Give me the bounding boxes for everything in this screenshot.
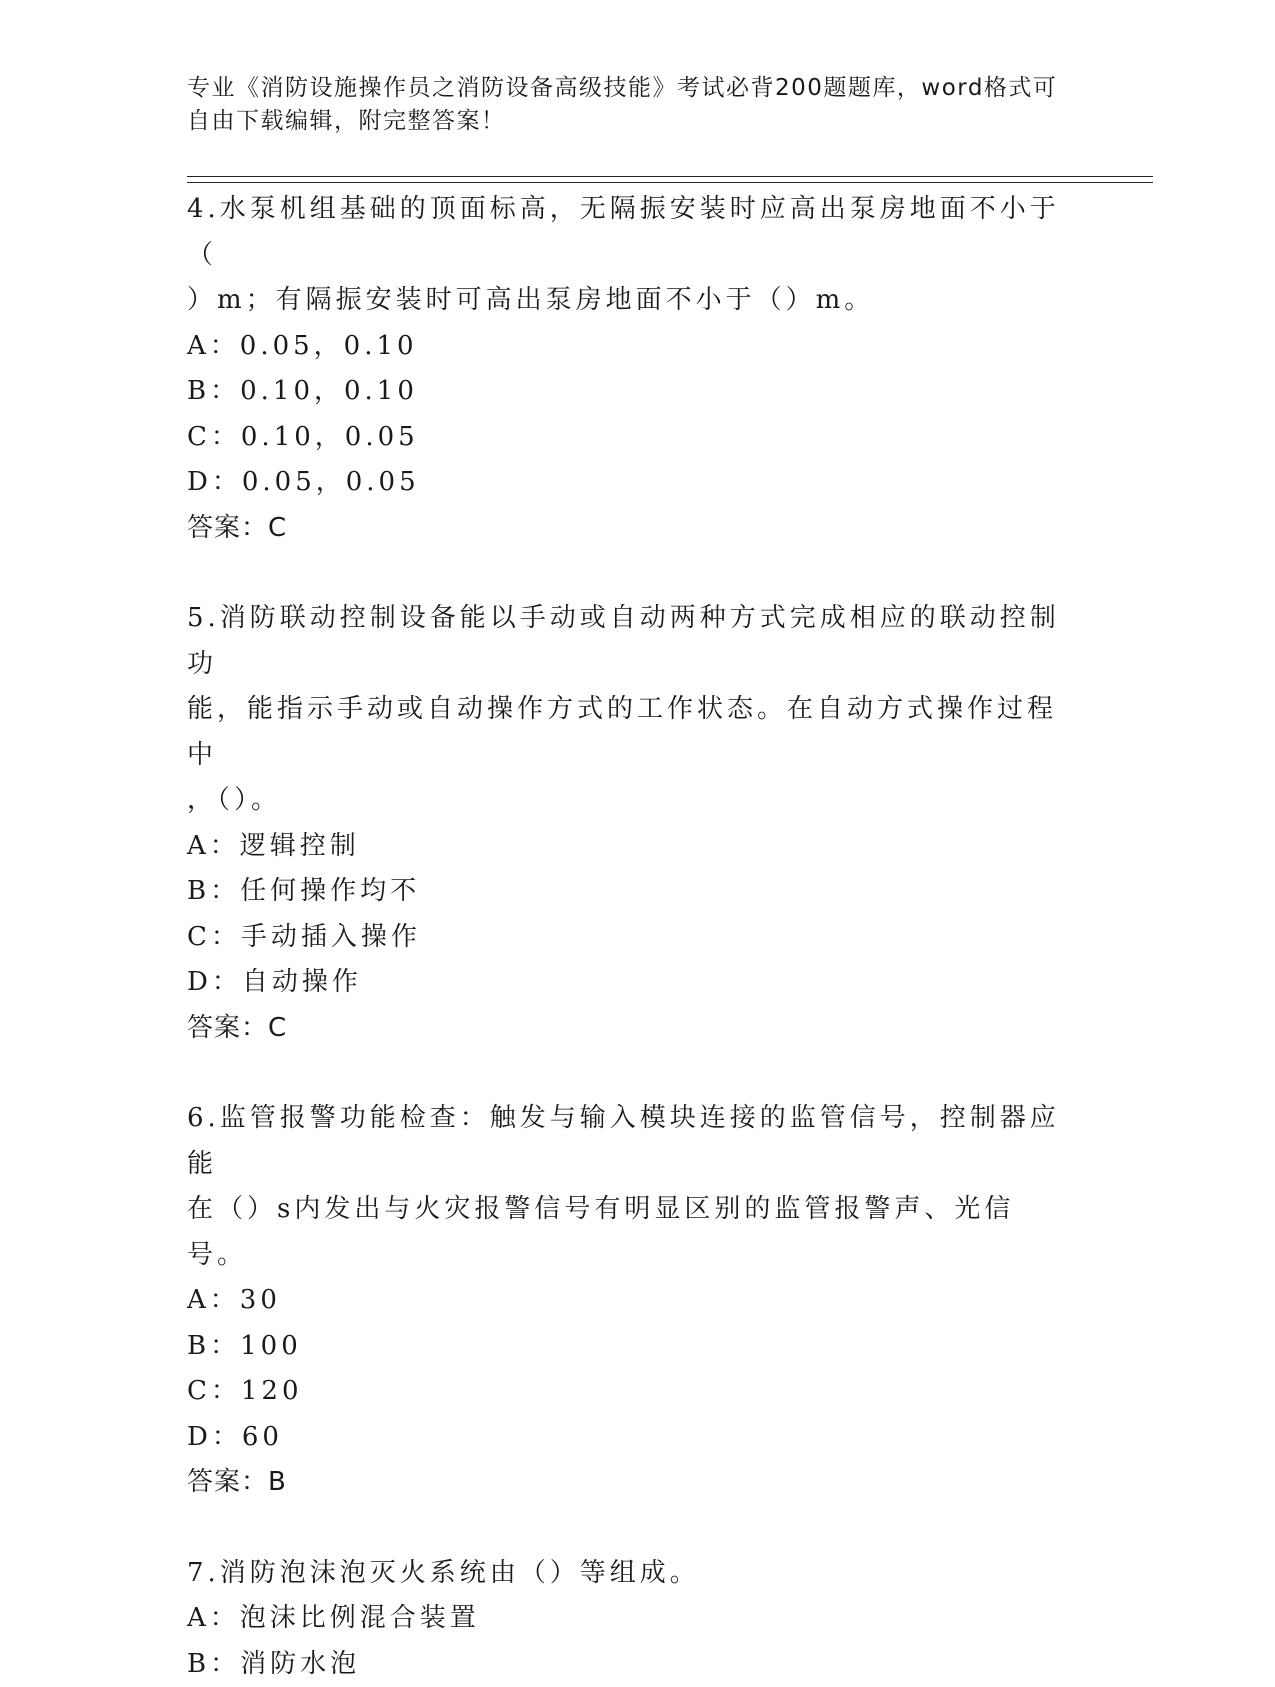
- option-c: C：手动插入操作: [187, 915, 1067, 961]
- question-spacer: [187, 1506, 1067, 1551]
- option-d: D：0.05，0.05: [187, 460, 1067, 506]
- question-6: [187, 1096, 1067, 1506]
- header-line-1: 专业《消防设施操作员之消防设备高级技能》考试必背200题题库，word格式可: [187, 72, 1067, 105]
- option-a: A：0.05，0.10: [187, 324, 1067, 370]
- question-5: [187, 596, 1067, 1051]
- question-7: [187, 1551, 1067, 1687]
- option-b: B：0.10，0.10: [187, 369, 1067, 415]
- document-header: [187, 72, 1067, 138]
- option-b: B：100: [187, 1324, 1067, 1370]
- question-stem-line: 4.水泵机组基础的顶面标高，无隔振安装时应高出泵房地面不小于（: [187, 187, 1067, 278]
- header-rule-top: [187, 176, 1153, 177]
- question-4: [187, 187, 1067, 551]
- question-stem-line: 5.消防联动控制设备能以手动或自动两种方式完成相应的联动控制功: [187, 596, 1067, 687]
- question-stem-line: 6.监管报警功能检查：触发与输入模块连接的监管信号，控制器应能: [187, 1096, 1067, 1187]
- answer-line: 答案：B: [187, 1460, 1067, 1506]
- option-c: C：0.10，0.05: [187, 415, 1067, 461]
- question-list: [187, 187, 1067, 1687]
- option-b: B：任何操作均不: [187, 869, 1067, 915]
- question-stem-line: 在（）s内发出与火灾报警信号有明显区别的监管报警声、光信号。: [187, 1187, 1067, 1278]
- option-a: A：逻辑控制: [187, 824, 1067, 870]
- option-b: B：消防水泡: [187, 1642, 1067, 1687]
- header-line-2: 自由下载编辑，附完整答案！: [187, 105, 1067, 138]
- option-c: C：120: [187, 1369, 1067, 1415]
- option-d: D：60: [187, 1415, 1067, 1461]
- option-a: A：30: [187, 1278, 1067, 1324]
- question-spacer: [187, 551, 1067, 596]
- question-stem-line: ，（）。: [187, 778, 1067, 824]
- question-spacer: [187, 1051, 1067, 1096]
- option-a: A：泡沫比例混合装置: [187, 1596, 1067, 1642]
- answer-line: 答案：C: [187, 1006, 1067, 1052]
- question-stem-line: 能，能指示手动或自动操作方式的工作状态。在自动方式操作过程中: [187, 687, 1067, 778]
- answer-line: 答案：C: [187, 506, 1067, 552]
- question-stem-line: 7.消防泡沫泡灭火系统由（）等组成。: [187, 1551, 1067, 1597]
- header-rule-bottom: [187, 182, 1153, 183]
- option-d: D：自动操作: [187, 960, 1067, 1006]
- question-stem-line: ）m；有隔振安装时可高出泵房地面不小于（）m。: [187, 278, 1067, 324]
